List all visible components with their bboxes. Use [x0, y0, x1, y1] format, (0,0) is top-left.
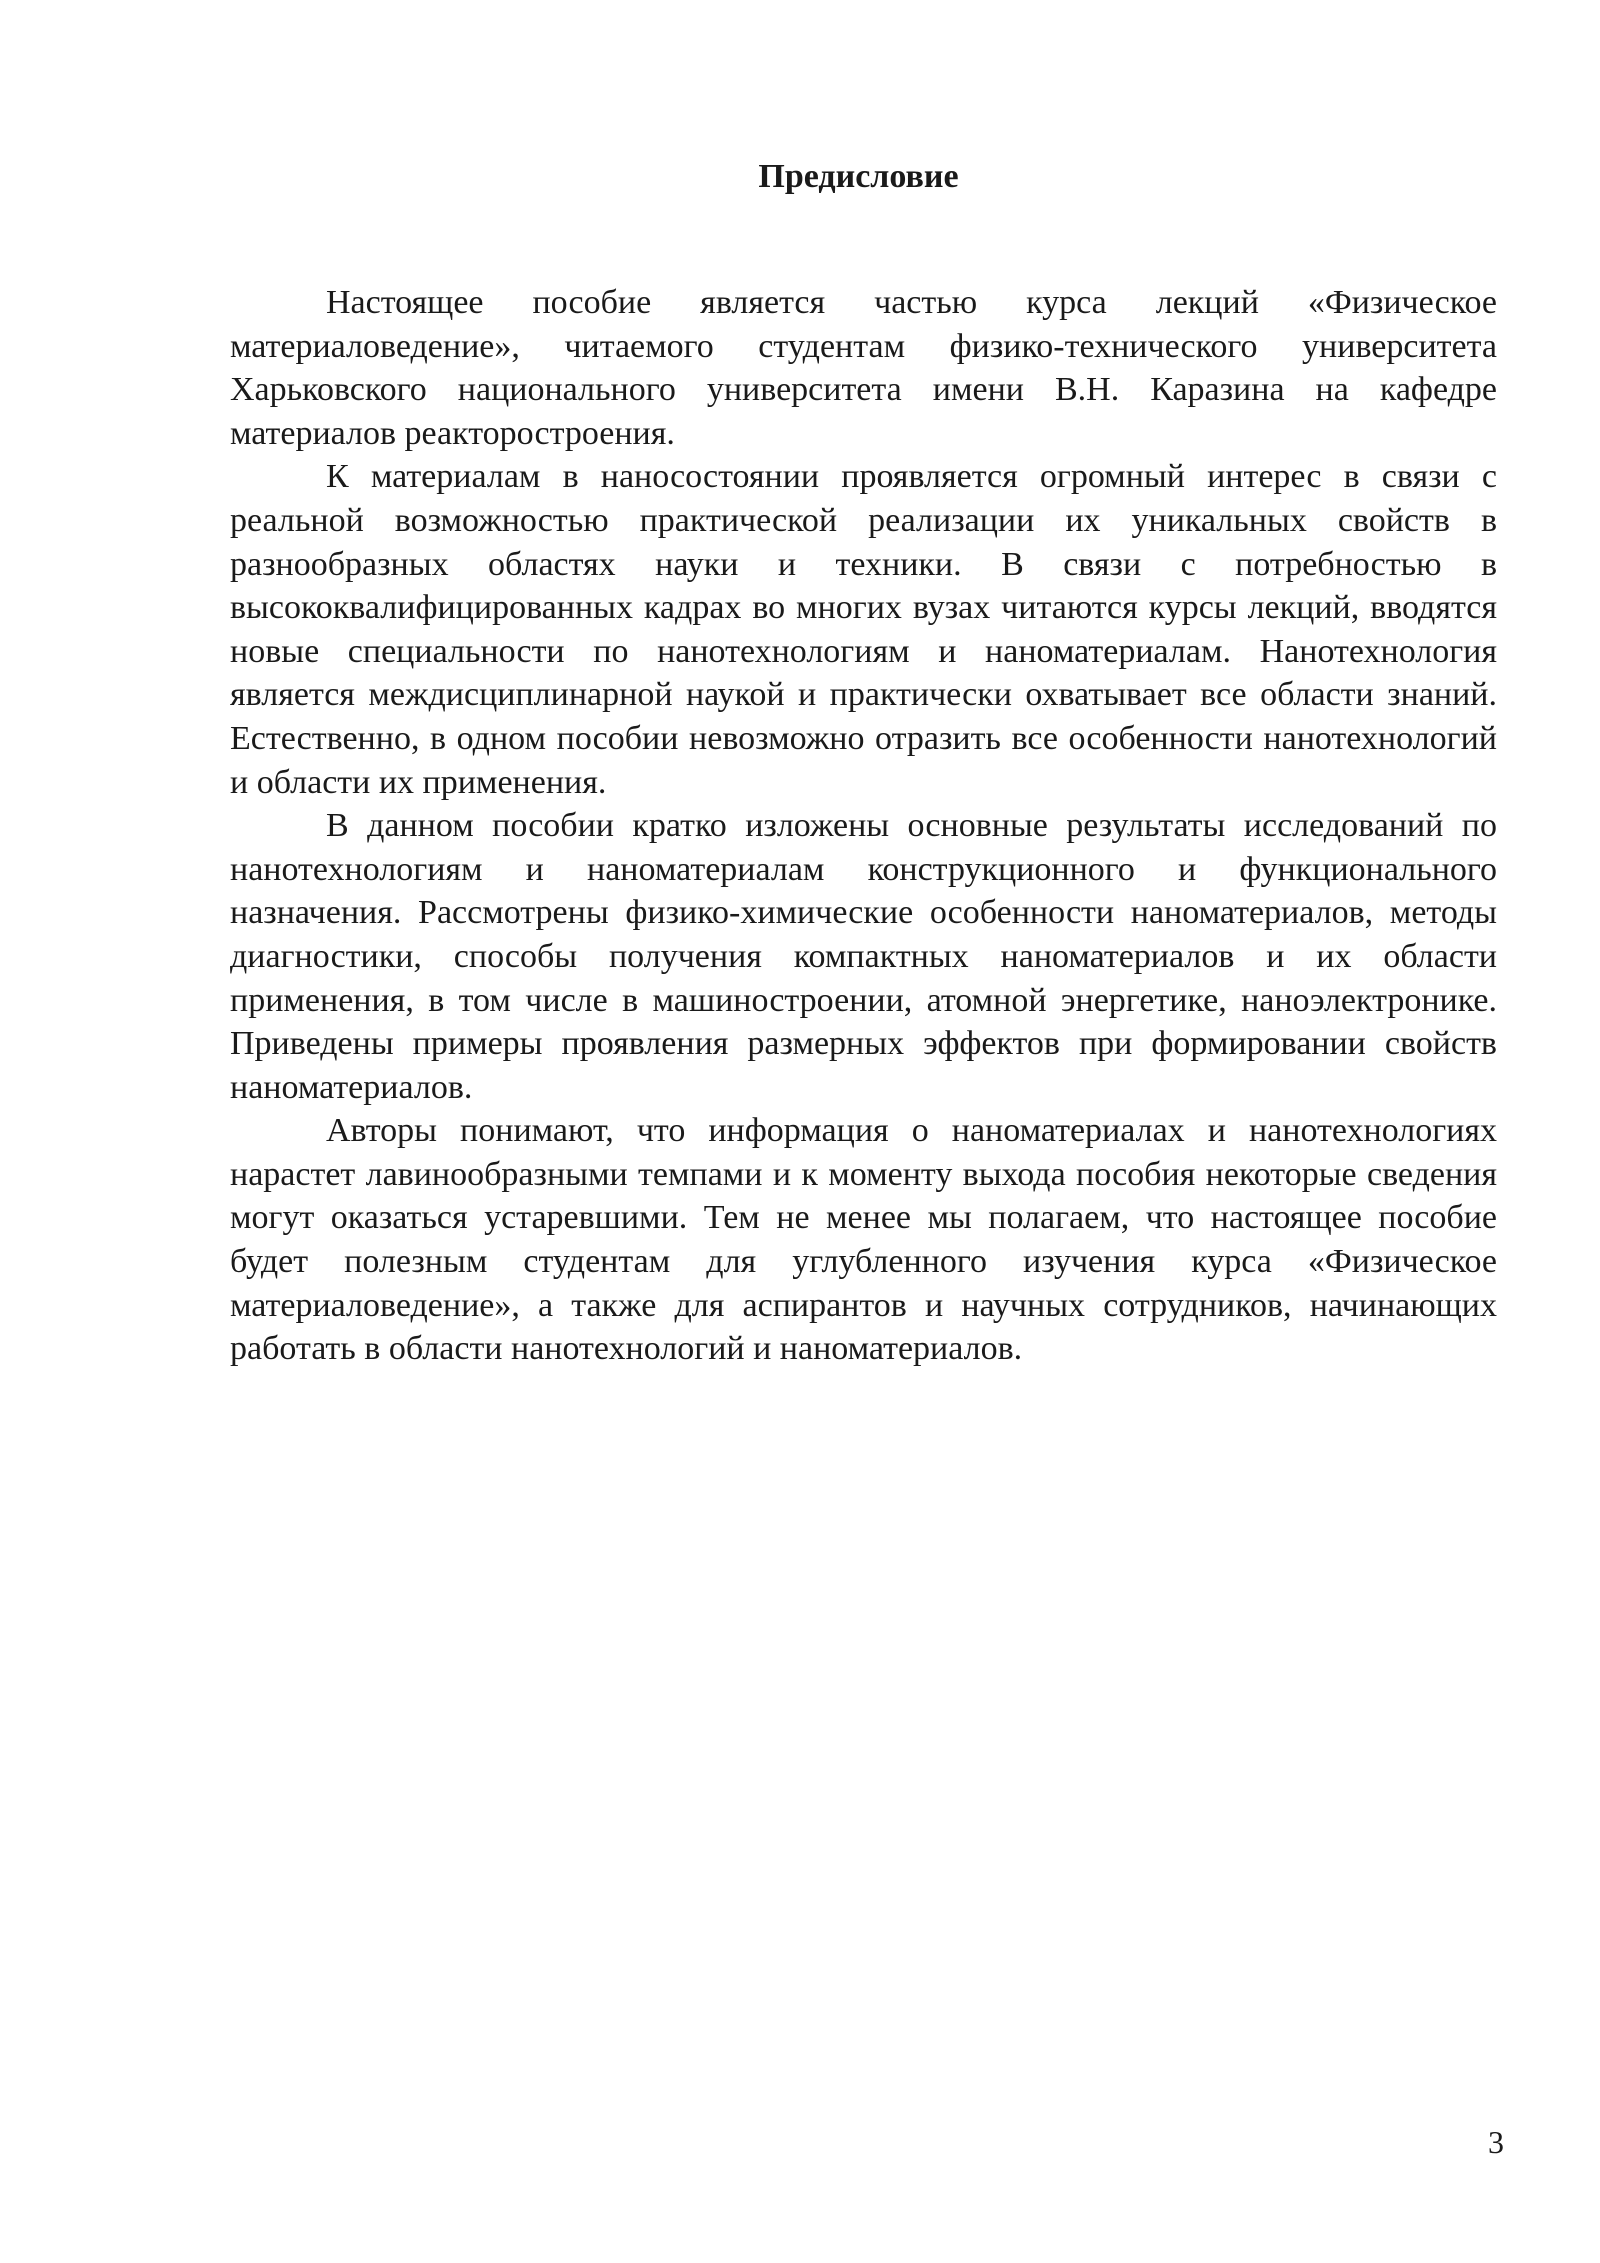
document-body: [230, 281, 1497, 1371]
paragraph-authors: Авторы понимают, что информация о наноматериалах и нанотехнологиях нарастет лавинообразными темпами и к моменту выхода пособия некоторые сведения могут оказаться устаревшими. Тем не менее мы полагаем, что настоящее пособие будет полезным студентам для углубленного изучения курса «Физическое материаловедение», а также для аспирантов и научных сотрудников, начинающих работать в области нанотехнологий и наноматериалов.: [230, 1112, 1497, 1368]
page-number: 3: [1488, 2124, 1504, 2160]
paragraph-summary: В данном пособии кратко изложены основные результаты исследований по нанотехнологиям и наноматериалам конструкционного и функционального назначения. Рассмотрены физико-химические особенности наноматериалов, методы диагностики, способы получения компактных наноматериалов и их области применения, в том числе в машиностроении, атомной энергетике, наноэлектронике. Приведены примеры проявления размерных эффектов при формировании свойств наноматериалов.: [230, 807, 1497, 1106]
paragraph-intro: Настоящее пособие является частью курса лекций «Физическое материаловедение», читаемого студентам физико-технического университета Харьковского национального университета имени В.Н. Каразина на кафедре материалов реакторостроения.: [230, 284, 1497, 452]
paragraph-interest: К материалам в наносостоянии проявляется огромный интерес в связи с реальной возможностью практической реализации их уникальных свойств в разнообразных областях науки и техники. В связи с потребностью в высококвалифицированных кадрах во многих вузах читаются курсы лекций, вводятся новые специальности по нанотехнологиям и наноматериалам. Нанотехнология является междисциплинарной наукой и практически охватывает все области знаний. Естественно, в одном пособии невозможно отразить все особенности нанотехнологий и области их применения.: [230, 458, 1497, 801]
page-title: Предисловие: [758, 158, 959, 195]
